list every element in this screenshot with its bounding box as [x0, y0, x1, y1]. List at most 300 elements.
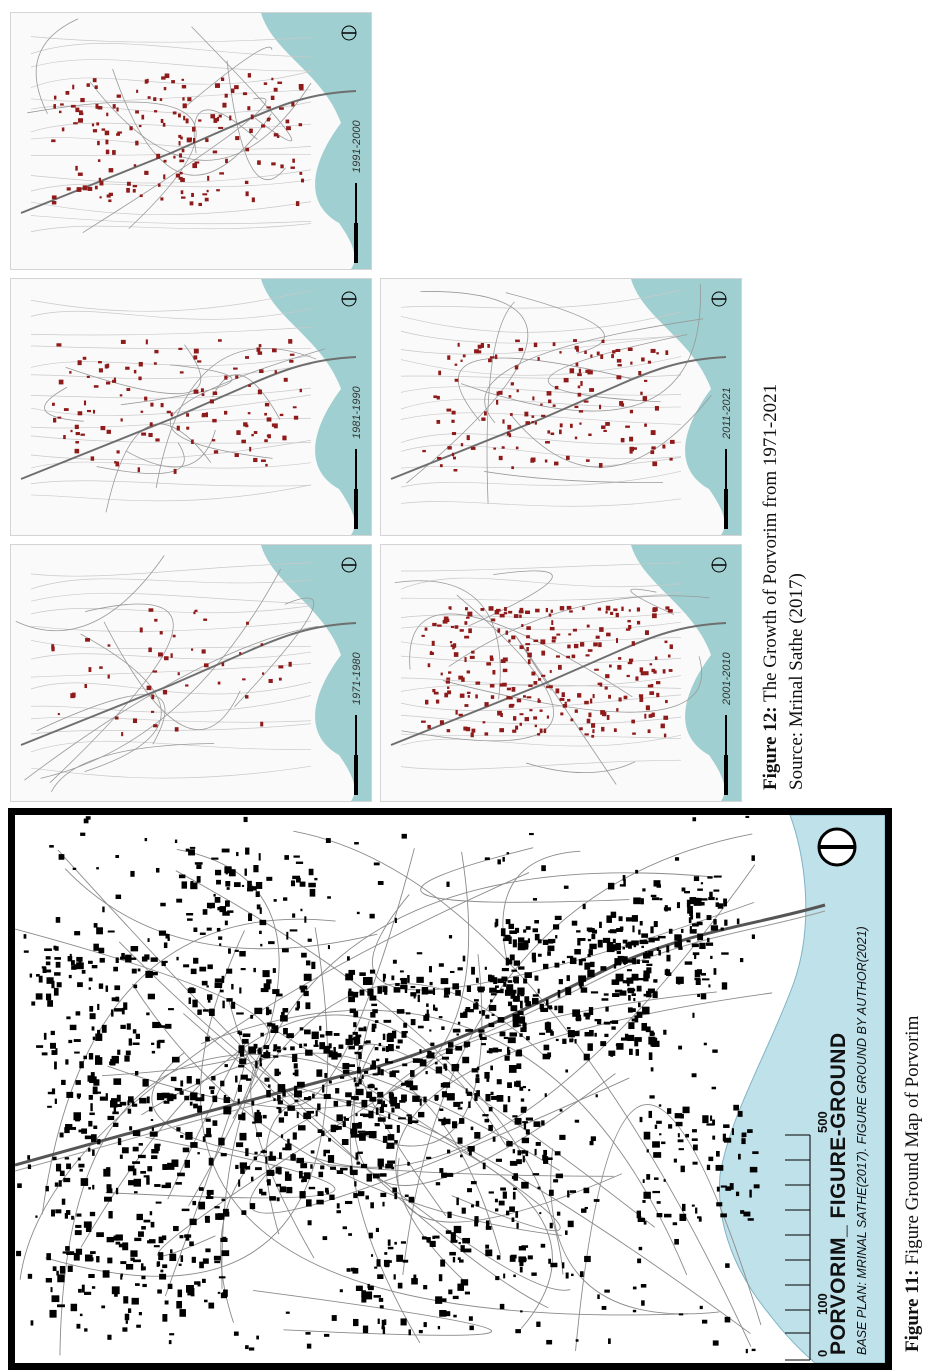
- building-footprint: [186, 913, 193, 915]
- building-footprint: [263, 1115, 267, 1119]
- building-footprint: [203, 1258, 209, 1263]
- building-mark: [78, 173, 83, 176]
- building-mark: [649, 691, 654, 695]
- building-footprint: [115, 997, 119, 1002]
- building-footprint: [298, 1125, 306, 1130]
- building-mark: [533, 716, 537, 719]
- building-mark: [495, 354, 497, 359]
- building-footprint: [638, 930, 640, 935]
- building-footprint: [702, 1320, 707, 1324]
- building-mark: [96, 122, 99, 125]
- building-footprint: [463, 956, 466, 962]
- building-footprint: [203, 909, 208, 915]
- building-footprint: [211, 858, 218, 860]
- building-mark: [590, 699, 592, 704]
- building-mark: [567, 606, 572, 610]
- building-footprint: [264, 1045, 270, 1049]
- building-footprint: [44, 948, 52, 951]
- building-footprint: [570, 1190, 576, 1193]
- building-footprint: [123, 1296, 128, 1303]
- building-footprint: [363, 1114, 371, 1118]
- building-footprint: [369, 995, 376, 1000]
- building-mark: [525, 421, 530, 425]
- building-mark: [432, 689, 435, 692]
- building-footprint: [535, 976, 539, 981]
- building-footprint: [185, 1132, 192, 1140]
- building-footprint: [197, 1106, 202, 1113]
- building-mark: [663, 669, 666, 673]
- building-mark: [248, 73, 251, 77]
- building-footprint: [343, 1226, 347, 1229]
- building-footprint: [532, 953, 536, 960]
- building-footprint: [65, 1157, 69, 1159]
- building-footprint: [159, 931, 166, 936]
- building-mark: [191, 193, 194, 197]
- building-footprint: [446, 882, 449, 887]
- building-footprint: [173, 1226, 179, 1231]
- building-mark: [218, 682, 221, 685]
- building-mark: [552, 640, 556, 643]
- building-footprint: [357, 1067, 361, 1074]
- building-footprint: [323, 1236, 328, 1240]
- building-mark: [213, 151, 217, 154]
- building-footprint: [642, 1200, 645, 1203]
- building-mark: [197, 360, 201, 362]
- building-mark: [450, 641, 452, 643]
- building-footprint: [286, 1312, 290, 1314]
- building-footprint: [619, 916, 623, 921]
- building-footprint: [248, 913, 252, 921]
- building-mark: [556, 634, 560, 636]
- building-mark: [171, 653, 173, 658]
- building-mark: [517, 699, 521, 703]
- building-footprint: [541, 1244, 545, 1248]
- building-mark: [141, 115, 144, 120]
- building-footprint: [331, 1125, 336, 1132]
- building-footprint: [89, 1053, 93, 1059]
- building-footprint: [716, 898, 718, 901]
- building-footprint: [145, 971, 153, 978]
- period-label: 1971-1980: [351, 652, 363, 705]
- building-footprint: [54, 957, 61, 960]
- building-mark: [451, 420, 454, 423]
- building-footprint: [56, 1271, 58, 1276]
- building-footprint: [206, 1128, 211, 1135]
- building-footprint: [383, 1136, 387, 1143]
- building-footprint: [608, 930, 614, 932]
- building-footprint: [148, 994, 155, 1000]
- building-footprint: [512, 1115, 517, 1117]
- building-footprint: [207, 964, 212, 969]
- building-footprint: [191, 1294, 195, 1296]
- building-mark: [587, 719, 591, 724]
- building-footprint: [296, 862, 303, 864]
- building-footprint: [205, 1037, 210, 1042]
- building-footprint: [392, 1070, 400, 1073]
- building-footprint: [51, 1287, 53, 1292]
- building-footprint: [515, 928, 519, 933]
- building-mark: [587, 370, 590, 375]
- building-mark: [554, 462, 558, 466]
- building-mark: [279, 107, 284, 109]
- building-mark: [277, 82, 282, 84]
- building-footprint: [453, 1315, 456, 1318]
- building-footprint: [692, 1205, 695, 1207]
- building-footprint: [366, 977, 373, 985]
- building-footprint: [478, 1029, 484, 1032]
- building-footprint: [482, 1114, 488, 1116]
- building-footprint: [694, 955, 696, 960]
- building-footprint: [379, 1298, 383, 1302]
- building-footprint: [521, 1107, 526, 1112]
- building-footprint: [156, 868, 159, 873]
- building-mark: [151, 695, 154, 700]
- building-mark: [139, 125, 142, 127]
- contour-line: [31, 43, 311, 57]
- building-footprint: [637, 1259, 641, 1264]
- building-footprint: [438, 1326, 440, 1329]
- building-mark: [89, 667, 92, 672]
- building-footprint: [361, 1290, 366, 1297]
- building-footprint: [90, 1212, 95, 1216]
- building-footprint: [312, 1032, 319, 1040]
- building-footprint: [139, 1143, 143, 1146]
- building-footprint: [74, 1039, 81, 1042]
- building-mark: [62, 127, 64, 131]
- building-mark: [186, 119, 189, 124]
- building-footprint: [84, 1221, 92, 1227]
- building-footprint: [516, 1159, 522, 1164]
- building-footprint: [697, 934, 703, 941]
- building-footprint: [264, 1078, 269, 1082]
- building-mark: [245, 181, 248, 184]
- building-mark: [531, 415, 534, 417]
- building-mark: [251, 434, 253, 436]
- building-footprint: [516, 1063, 521, 1069]
- building-footprint: [558, 1006, 563, 1014]
- building-mark: [150, 403, 153, 407]
- building-mark: [470, 656, 475, 659]
- building-footprint: [425, 1014, 429, 1017]
- building-footprint: [517, 1150, 521, 1155]
- building-footprint: [279, 1152, 282, 1159]
- building-mark: [94, 385, 99, 388]
- building-mark: [440, 464, 443, 467]
- building-mark: [507, 688, 511, 691]
- building-footprint: [241, 968, 246, 970]
- road-line: [81, 634, 162, 772]
- building-footprint: [634, 1039, 638, 1046]
- building-footprint: [375, 1020, 378, 1023]
- building-footprint: [398, 1039, 403, 1043]
- building-footprint: [245, 1166, 250, 1170]
- building-mark: [661, 724, 665, 729]
- growth-panel-1981-1990: [10, 278, 372, 536]
- building-footprint: [121, 953, 125, 960]
- building-mark: [274, 423, 278, 428]
- building-mark: [430, 651, 432, 654]
- building-footprint: [310, 1164, 313, 1168]
- building-mark: [52, 195, 57, 199]
- building-mark: [637, 621, 640, 625]
- building-footprint: [509, 1032, 517, 1036]
- building-mark: [591, 735, 594, 738]
- building-footprint: [168, 1284, 173, 1289]
- building-footprint: [170, 1249, 172, 1253]
- building-footprint: [571, 1274, 574, 1276]
- building-footprint: [627, 969, 632, 971]
- building-mark: [566, 656, 570, 658]
- building-footprint: [562, 1262, 564, 1268]
- building-mark: [121, 732, 123, 736]
- building-mark: [443, 620, 448, 624]
- building-mark: [106, 382, 110, 385]
- building-mark: [550, 627, 555, 630]
- building-footprint: [626, 917, 632, 921]
- building-footprint: [151, 957, 158, 961]
- building-footprint: [325, 1150, 330, 1154]
- building-footprint: [241, 1075, 248, 1080]
- building-mark: [133, 189, 136, 193]
- building-footprint: [369, 1233, 373, 1239]
- building-mark: [564, 378, 569, 382]
- building-footprint: [508, 1096, 510, 1102]
- building-mark: [222, 103, 226, 108]
- building-footprint: [133, 1029, 137, 1033]
- building-footprint: [378, 1117, 386, 1121]
- building-footprint: [243, 1033, 251, 1037]
- building-mark: [126, 188, 130, 193]
- building-footprint: [716, 1151, 720, 1157]
- building-footprint: [197, 1152, 199, 1154]
- building-footprint: [328, 1138, 331, 1142]
- building-footprint: [673, 1222, 677, 1225]
- building-mark: [116, 107, 118, 111]
- building-footprint: [418, 1026, 424, 1029]
- building-mark: [467, 612, 472, 617]
- building-footprint: [239, 987, 241, 993]
- building-footprint: [536, 1142, 541, 1146]
- building-mark: [253, 458, 257, 462]
- building-footprint: [102, 1025, 107, 1033]
- building-footprint: [556, 1174, 563, 1179]
- building-footprint: [339, 1044, 344, 1048]
- building-footprint: [653, 979, 657, 982]
- building-footprint: [56, 917, 61, 923]
- road-line: [221, 1115, 316, 1323]
- building-mark: [603, 430, 606, 432]
- building-footprint: [324, 1334, 329, 1337]
- building-footprint: [181, 1255, 184, 1262]
- building-footprint: [347, 1268, 351, 1272]
- building-mark: [437, 624, 442, 626]
- building-footprint: [81, 1128, 87, 1133]
- building-mark: [108, 675, 110, 679]
- building-mark: [207, 190, 209, 192]
- building-footprint: [713, 919, 716, 925]
- building-mark: [643, 396, 647, 401]
- building-footprint: [486, 1220, 490, 1226]
- building-footprint: [689, 910, 693, 916]
- building-mark: [538, 678, 541, 681]
- building-footprint: [628, 995, 631, 1001]
- building-footprint: [554, 1006, 557, 1011]
- building-mark: [299, 123, 303, 126]
- building-footprint: [458, 1107, 463, 1109]
- building-footprint: [297, 1112, 299, 1118]
- building-mark: [621, 438, 625, 442]
- building-mark: [651, 349, 656, 353]
- building-footprint: [239, 1058, 246, 1064]
- building-footprint: [488, 975, 492, 982]
- building-footprint: [435, 1008, 438, 1012]
- building-footprint: [649, 1095, 654, 1098]
- building-mark: [540, 729, 543, 734]
- building-footprint: [180, 1091, 184, 1095]
- building-mark: [161, 76, 165, 79]
- building-footprint: [356, 1194, 364, 1197]
- building-footprint: [159, 1274, 166, 1280]
- building-footprint: [81, 1178, 88, 1186]
- building-mark: [194, 390, 199, 394]
- building-footprint: [473, 1003, 478, 1009]
- building-footprint: [106, 985, 108, 991]
- building-mark: [120, 394, 123, 396]
- building-footprint: [485, 1245, 489, 1249]
- building-footprint: [89, 978, 93, 982]
- building-footprint: [24, 950, 29, 952]
- contour-line: [401, 592, 681, 600]
- building-footprint: [57, 982, 62, 987]
- building-mark: [245, 148, 249, 152]
- building-footprint: [149, 1107, 153, 1112]
- building-footprint: [375, 1123, 380, 1126]
- building-footprint: [575, 1039, 577, 1044]
- building-footprint: [147, 1240, 151, 1243]
- building-mark: [432, 623, 436, 626]
- building-footprint: [235, 1165, 238, 1169]
- building-footprint: [632, 993, 636, 996]
- building-footprint: [205, 1248, 210, 1252]
- building-footprint: [92, 1026, 95, 1030]
- building-mark: [524, 412, 528, 417]
- building-mark: [114, 461, 116, 463]
- building-footprint: [77, 1093, 81, 1097]
- building-mark: [242, 678, 245, 680]
- building-mark: [560, 423, 563, 427]
- building-mark: [629, 437, 633, 442]
- building-mark: [93, 129, 97, 132]
- building-footprint: [648, 938, 654, 943]
- building-mark: [493, 448, 496, 450]
- building-mark: [112, 150, 116, 155]
- building-footprint: [469, 1316, 473, 1321]
- building-mark: [164, 656, 168, 660]
- building-footprint: [382, 1320, 385, 1328]
- building-footprint: [584, 1054, 590, 1061]
- building-footprint: [490, 999, 493, 1002]
- building-mark: [84, 400, 86, 405]
- building-footprint: [214, 1206, 219, 1208]
- building-mark: [224, 376, 227, 380]
- building-mark: [175, 727, 179, 731]
- building-footprint: [710, 956, 712, 959]
- building-footprint: [496, 1159, 502, 1162]
- building-footprint: [353, 1022, 356, 1027]
- building-mark: [179, 153, 182, 157]
- building-footprint: [154, 1145, 160, 1151]
- building-footprint: [538, 989, 540, 994]
- building-footprint: [238, 1085, 242, 1092]
- building-mark: [249, 129, 253, 133]
- building-footprint: [343, 1121, 346, 1127]
- building-footprint: [704, 1043, 707, 1046]
- building-footprint: [52, 1157, 56, 1160]
- building-mark: [271, 96, 275, 100]
- building-footprint: [424, 1322, 427, 1327]
- building-footprint: [600, 1041, 606, 1046]
- building-footprint: [253, 968, 256, 972]
- building-footprint: [745, 816, 749, 818]
- building-footprint: [605, 1007, 608, 1012]
- building-footprint: [164, 1101, 170, 1104]
- map-layer: [391, 279, 741, 535]
- building-footprint: [70, 954, 72, 960]
- building-footprint: [454, 1226, 462, 1233]
- building-mark: [569, 610, 573, 612]
- building-mark: [605, 611, 607, 614]
- building-footprint: [226, 969, 232, 974]
- building-footprint: [90, 1251, 96, 1254]
- building-footprint: [511, 1255, 517, 1259]
- building-mark: [669, 458, 672, 461]
- building-footprint: [648, 1037, 655, 1045]
- building-footprint: [596, 1094, 598, 1097]
- building-mark: [446, 678, 450, 680]
- building-footprint: [220, 1238, 227, 1242]
- building-mark: [198, 119, 201, 121]
- building-footprint: [643, 974, 648, 981]
- building-footprint: [740, 958, 743, 962]
- building-mark: [453, 643, 456, 648]
- building-footprint: [526, 1129, 530, 1134]
- building-footprint: [520, 1310, 522, 1312]
- building-mark: [487, 344, 490, 348]
- building-footprint: [674, 934, 681, 940]
- building-footprint: [654, 921, 658, 927]
- building-footprint: [721, 1185, 727, 1187]
- building-mark: [100, 181, 104, 185]
- building-footprint: [512, 1217, 515, 1222]
- building-footprint: [185, 1160, 190, 1168]
- building-footprint: [220, 990, 224, 993]
- building-mark: [247, 106, 250, 110]
- building-mark: [79, 110, 83, 112]
- building-footprint: [752, 1349, 756, 1351]
- building-mark: [105, 131, 109, 136]
- building-footprint: [204, 1300, 208, 1303]
- building-mark: [202, 393, 205, 396]
- building-footprint: [646, 941, 649, 944]
- building-mark: [235, 136, 239, 140]
- building-footprint: [342, 1063, 349, 1069]
- building-footprint: [290, 929, 298, 931]
- building-mark: [558, 665, 562, 670]
- building-footprint: [141, 1226, 146, 1230]
- building-mark: [268, 434, 271, 438]
- building-footprint: [528, 1089, 530, 1091]
- building-footprint: [517, 994, 520, 997]
